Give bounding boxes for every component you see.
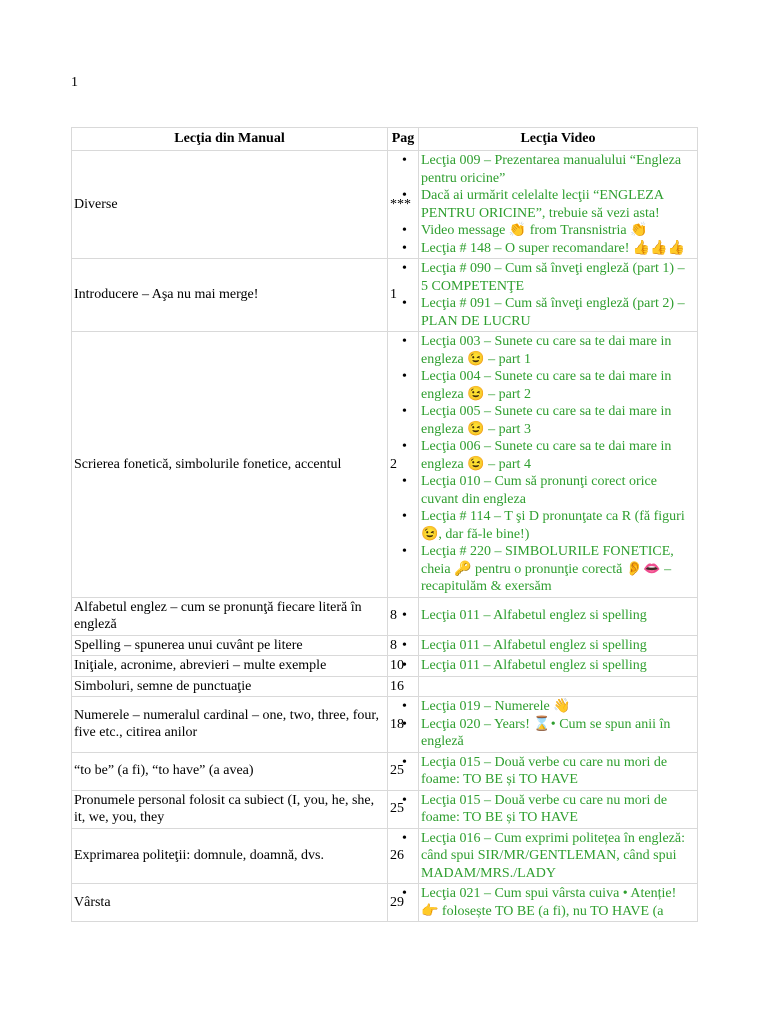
table-row bbox=[72, 635, 698, 656]
table-row bbox=[72, 828, 698, 884]
video-lessons-cell bbox=[419, 656, 698, 677]
video-list bbox=[421, 637, 695, 655]
video-lessons-cell bbox=[419, 697, 698, 753]
video-lessons-cell bbox=[419, 597, 698, 635]
manual-lesson-cell: Numerele – numeralul cardinal – one, two, three, four, five etc., citirea anilor bbox=[72, 697, 388, 753]
manual-lesson-cell: Iniţiale, acronime, abrevieri – multe exemple bbox=[72, 656, 388, 677]
empty-cell bbox=[421, 679, 425, 694]
page-cell: 1 bbox=[388, 259, 419, 332]
video-list bbox=[421, 607, 695, 625]
manual-lesson-cell: Diverse bbox=[72, 151, 388, 259]
video-lesson-link[interactable]: • Lecţia # 114 – T şi D pronunţate ca R (fă figuri 😉, dar fă-le bine!) bbox=[421, 508, 695, 543]
video-lessons-cell bbox=[419, 828, 698, 884]
video-lessons-cell bbox=[419, 790, 698, 828]
table-row bbox=[72, 259, 698, 332]
page-cell: *** bbox=[388, 151, 419, 259]
video-lessons-cell bbox=[419, 635, 698, 656]
table-row bbox=[72, 790, 698, 828]
video-lesson-link[interactable]: • Lecţia 004 – Sunete cu care sa te dai mare in engleza 😉 – part 2 bbox=[421, 368, 695, 403]
page-cell: 18 bbox=[388, 697, 419, 753]
manual-lesson-cell: Introducere – Aşa nu mai merge! bbox=[72, 259, 388, 332]
video-lesson-link[interactable]: • Lecţia 010 – Cum să pronunţi corect orice cuvant din engleza bbox=[421, 473, 695, 508]
manual-lesson-cell: Scrierea fonetică, simbolurile fonetice, accentul bbox=[72, 332, 388, 598]
video-list bbox=[421, 260, 695, 330]
video-lesson-link[interactable]: • Lecţia 003 – Sunete cu care sa te dai mare in engleza 😉 – part 1 bbox=[421, 333, 695, 368]
video-list bbox=[421, 792, 695, 827]
table-row bbox=[72, 884, 698, 922]
page-cell: 25 bbox=[388, 752, 419, 790]
video-lessons-cell bbox=[419, 676, 698, 697]
manual-lesson-cell: Pronumele personal folosit ca subiect (I, you, he, she, it, we, you, they bbox=[72, 790, 388, 828]
manual-lesson-cell: Alfabetul englez – cum se pronunţă fiecare literă în engleză bbox=[72, 597, 388, 635]
video-lessons-cell bbox=[419, 332, 698, 598]
video-lesson-link[interactable]: • Lecţia 015 – Două verbe cu care nu mori de foame: TO BE și TO HAVE bbox=[421, 792, 695, 827]
video-lesson-link[interactable]: • Lecţia 011 – Alfabetul englez si spelling bbox=[421, 657, 695, 675]
video-lesson-link[interactable]: • Lecţia 015 – Două verbe cu care nu mori de foame: TO BE și TO HAVE bbox=[421, 754, 695, 789]
video-lesson-link[interactable]: • Lecţia 019 – Numerele 👋 bbox=[421, 698, 695, 716]
manual-lesson-cell: “to be” (a fi), “to have” (a avea) bbox=[72, 752, 388, 790]
video-lesson-link[interactable]: • Lecţia 020 – Years! ⌛• Cum se spun anii în engleză bbox=[421, 716, 695, 751]
table-row bbox=[72, 332, 698, 598]
video-lesson-link[interactable]: • Video message 👏 from Transnistria 👏 bbox=[421, 222, 695, 240]
table-row bbox=[72, 151, 698, 259]
page-cell: 2 bbox=[388, 332, 419, 598]
video-lesson-link[interactable]: • Lecţia # 220 – SIMBOLURILE FONETICE, cheia 🔑 pentru o pronunţie corectă 👂👄 – recapitulăm & exersăm bbox=[421, 543, 695, 596]
video-lesson-link[interactable]: • Lecţia 011 – Alfabetul englez si spelling bbox=[421, 637, 695, 655]
video-lesson-link[interactable]: • Dacă ai urmărit celelalte lecţii “ENGLEZA PENTRU ORICINE”, trebuie să vezi asta! bbox=[421, 187, 695, 222]
video-list bbox=[421, 885, 695, 920]
table-row bbox=[72, 752, 698, 790]
video-lessons-cell bbox=[419, 884, 698, 922]
table-header-row bbox=[72, 128, 698, 151]
video-lesson-link[interactable]: • Lecţia 021 – Cum spui vârsta cuiva • Atenție! 👉 folosește TO BE (a fi), nu TO HAVE (a bbox=[421, 885, 695, 920]
video-lesson-link[interactable]: • Lecţia 016 – Cum exprimi politețea în engleză: când spui SIR/MR/GENTLEMAN, când spui MADAM/MRS./LADY bbox=[421, 830, 695, 883]
video-lesson-link[interactable]: • Lecţia 009 – Prezentarea manualului “Engleza pentru oricine” bbox=[421, 152, 695, 187]
page-cell: 26 bbox=[388, 828, 419, 884]
page-cell: 29 bbox=[388, 884, 419, 922]
table-row bbox=[72, 697, 698, 753]
manual-lesson-cell: Vârsta bbox=[72, 884, 388, 922]
page-number: 1 bbox=[71, 75, 78, 90]
video-lesson-link[interactable]: • Lecţia 005 – Sunete cu care sa te dai mare in engleza 😉 – part 3 bbox=[421, 403, 695, 438]
manual-lesson-cell: Simboluri, semne de punctuaţie bbox=[72, 676, 388, 697]
video-list bbox=[421, 754, 695, 789]
page-cell: 8 bbox=[388, 635, 419, 656]
video-list bbox=[421, 333, 695, 596]
video-lessons-cell bbox=[419, 151, 698, 259]
lessons-table bbox=[71, 127, 698, 922]
video-lesson-link[interactable]: • Lecţia 011 – Alfabetul englez si spelling bbox=[421, 607, 695, 625]
video-lessons-cell bbox=[419, 752, 698, 790]
table-row bbox=[72, 676, 698, 697]
page-cell: 8 bbox=[388, 597, 419, 635]
table-row bbox=[72, 597, 698, 635]
video-lessons-cell bbox=[419, 259, 698, 332]
video-list bbox=[421, 657, 695, 675]
header-page: Pag bbox=[388, 128, 419, 151]
video-list bbox=[421, 830, 695, 883]
video-lesson-link[interactable]: • Lecţia # 091 – Cum să înveţi engleză (part 2) – PLAN DE LUCRU bbox=[421, 295, 695, 330]
video-lesson-link[interactable]: • Lecţia # 090 – Cum să înveţi engleză (part 1) – 5 COMPETENŢE bbox=[421, 260, 695, 295]
page-cell: 10 bbox=[388, 656, 419, 677]
table-row bbox=[72, 656, 698, 677]
video-lesson-link[interactable]: • Lecţia # 148 – O super recomandare! 👍👍👍 bbox=[421, 240, 695, 258]
page-cell: 25 bbox=[388, 790, 419, 828]
page-cell: 16 bbox=[388, 676, 419, 697]
header-manual-lesson: Lecţia din Manual bbox=[72, 128, 388, 151]
manual-lesson-cell: Exprimarea politeţii: domnule, doamnă, dvs. bbox=[72, 828, 388, 884]
video-list bbox=[421, 698, 695, 751]
video-list bbox=[421, 152, 695, 257]
manual-lesson-cell: Spelling – spunerea unui cuvânt pe litere bbox=[72, 635, 388, 656]
header-video-lesson: Lecţia Video bbox=[419, 128, 698, 151]
video-lesson-link[interactable]: • Lecţia 006 – Sunete cu care sa te dai mare in engleza 😉 – part 4 bbox=[421, 438, 695, 473]
